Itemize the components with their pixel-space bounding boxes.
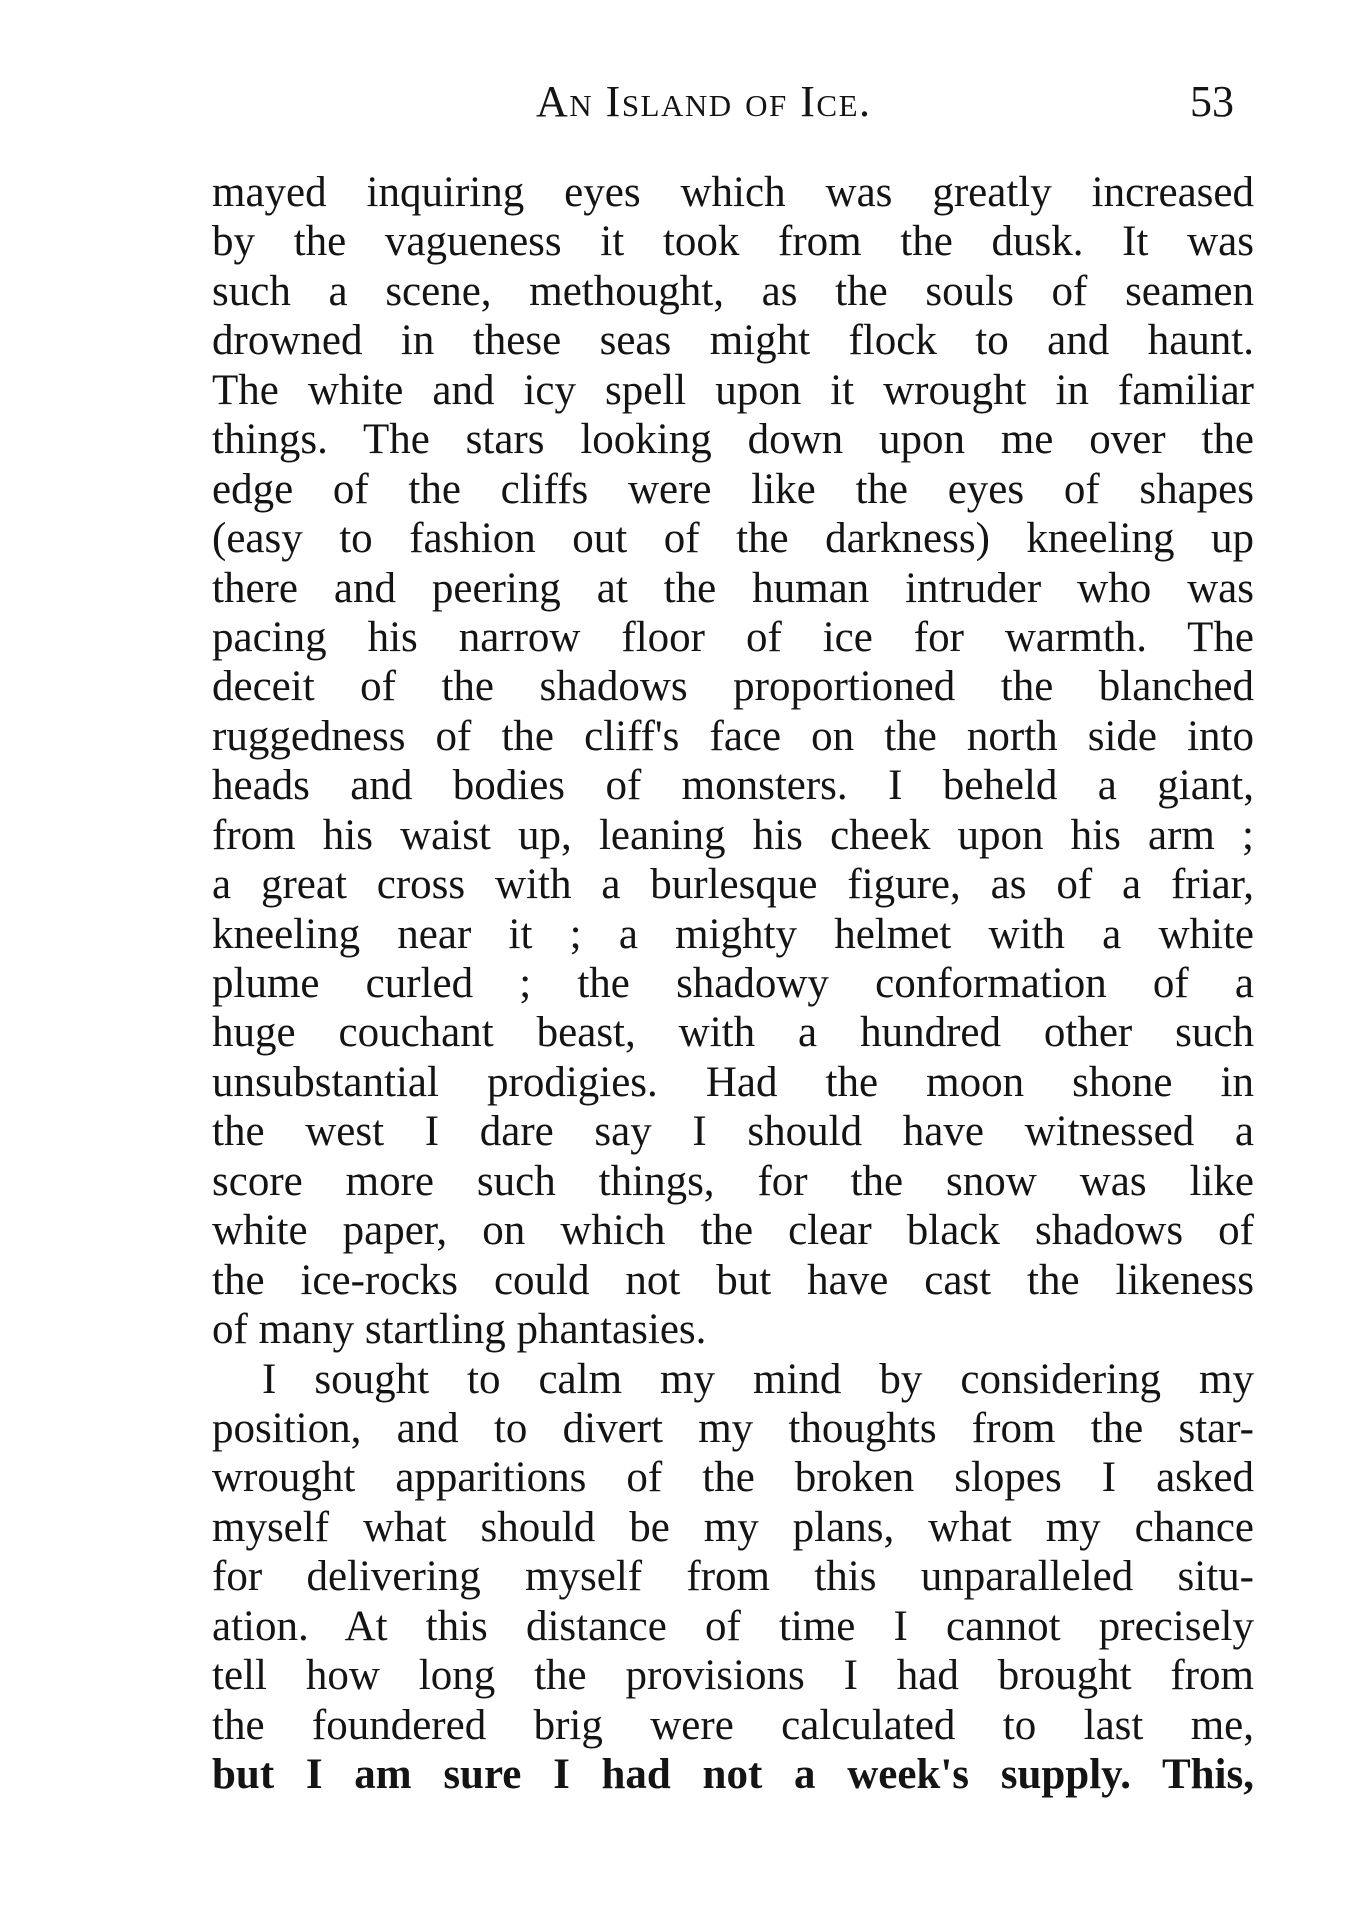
text-line: heads and bodies of monsters. I beheld a giant, — [212, 762, 1254, 810]
text-line: things. The stars looking down upon me over the — [212, 416, 1254, 464]
text-line: The white and icy spell upon it wrought in familiar — [212, 366, 1254, 414]
text-line: there and peering at the human intruder who was — [212, 564, 1254, 612]
text-line: white paper, on which the clear black shadows of — [212, 1207, 1254, 1255]
text-line: the ice-rocks could not but have cast the likeness — [212, 1256, 1254, 1304]
text-line: (easy to fashion out of the darkness) kneeling up — [212, 515, 1254, 563]
text-line: drowned in these seas might flock to and haunt. — [212, 317, 1254, 365]
text-line: position, and to divert my thoughts from the star- — [212, 1404, 1254, 1452]
text-line: kneeling near it ; a mighty helmet with a white — [212, 910, 1254, 958]
text-line: wrought apparitions of the broken slopes I asked — [212, 1454, 1254, 1502]
text-line: deceit of the shadows proportioned the blanched — [212, 663, 1254, 711]
text-line: unsubstantial prodigies. Had the moon shone in — [212, 1058, 1254, 1106]
running-title: An Island of Ice. — [536, 77, 872, 126]
page-number: 53 — [1190, 77, 1234, 126]
text-line: pacing his narrow floor of ice for warmth. The — [212, 613, 1254, 661]
text-line: of many startling phantasies. — [212, 1306, 707, 1354]
body-text — [212, 168, 1254, 1799]
text-line: edge of the cliffs were like the eyes of shapes — [212, 465, 1254, 513]
text-line: from his waist up, leaning his cheek upon his arm ; — [212, 811, 1254, 859]
text-line: but I am sure I had not a week's supply. This, — [212, 1751, 1254, 1798]
text-line: huge couchant beast, with a hundred other such — [212, 1009, 1254, 1057]
text-line: tell how long the provisions I had brought from — [212, 1652, 1254, 1700]
paragraph-1 — [212, 168, 1254, 1355]
text-line: ruggedness of the cliff's face on the north side into — [212, 712, 1254, 760]
text-line: myself what should be my plans, what my chance — [212, 1503, 1254, 1551]
text-line: ation. At this distance of time I cannot precisely — [212, 1602, 1254, 1650]
text-line: I sought to calm my mind by considering my — [262, 1355, 1254, 1403]
text-line: the west I dare say I should have witnessed a — [212, 1108, 1254, 1156]
text-line: such a scene, methought, as the souls of seamen — [212, 267, 1254, 315]
text-line: the foundered brig were calculated to last me, — [212, 1701, 1254, 1749]
text-line: for delivering myself from this unparalleled situ- — [212, 1553, 1254, 1601]
paragraph-2 — [212, 1355, 1254, 1800]
text-line: score more such things, for the snow was like — [212, 1157, 1254, 1205]
text-line: by the vagueness it took from the dusk. It was — [212, 218, 1254, 266]
text-line: a great cross with a burlesque figure, as of a friar, — [212, 861, 1254, 909]
text-line: plume curled ; the shadowy conformation of a — [212, 960, 1254, 1007]
text-line: mayed inquiring eyes which was greatly increased — [212, 169, 1254, 216]
running-header — [0, 72, 1345, 132]
